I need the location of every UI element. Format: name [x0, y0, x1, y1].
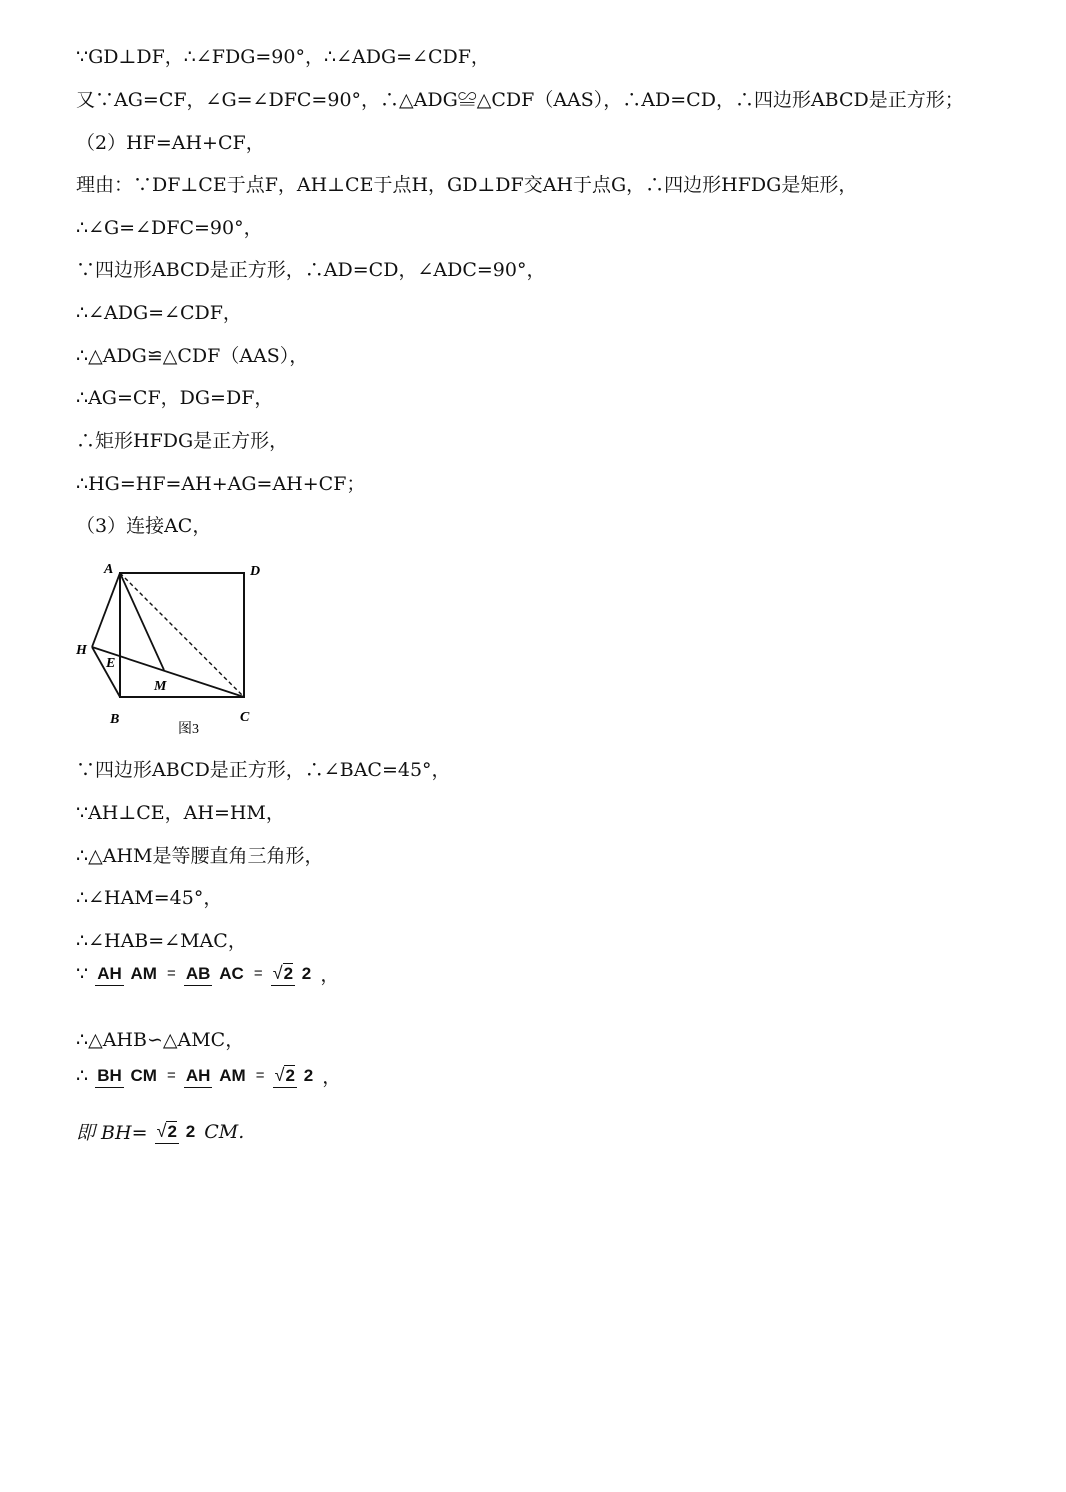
- label-d: D: [250, 564, 261, 579]
- text-line-18: ∴△AHB∽△AMC，: [76, 1029, 245, 1051]
- diagonal-ac: [120, 573, 244, 697]
- text-line-13: ∵四边形ABCD是正方形，∴∠BAC=45°，: [76, 759, 451, 781]
- ratio-equation-1: ∵ AH AM = AB AC = √2 2 ，: [76, 962, 340, 986]
- text-line-3: （2）HF=AH+CF，: [76, 132, 265, 154]
- final-equation: 即 BH= √2 2 CM.: [76, 1120, 245, 1144]
- text-line-1: ∵GD⊥DF，∴∠FDG=90°，∴∠ADG=∠CDF，: [76, 46, 490, 68]
- text-line-10: ∴矩形HFDG是正方形，: [76, 430, 289, 452]
- fraction-ab-ac: AB AC: [184, 964, 246, 984]
- label-a: A: [104, 562, 114, 577]
- fraction-sqrt2-over-2: √2 2: [271, 963, 314, 984]
- text-line-14: ∵AH⊥CE，AH=HM，: [76, 802, 285, 824]
- text-line-16: ∴∠HAM=45°，: [76, 887, 223, 909]
- because-symbol: ∵: [76, 962, 89, 985]
- geometry-figure: [70, 555, 280, 740]
- text-line-7: ∴∠ADG=∠CDF，: [76, 302, 242, 324]
- text-line-12: （3）连接AC，: [76, 515, 212, 537]
- fraction-ah-am-2: AH AM: [184, 1066, 248, 1086]
- therefore-symbol: ∴: [76, 1064, 89, 1087]
- fraction-sqrt2-over-2-b: √2 2: [273, 1065, 316, 1086]
- ratio-equation-2: ∴ BH CM = AH AM = √2 2 ，: [76, 1064, 342, 1088]
- fraction-bh-cm: BH CM: [95, 1066, 159, 1086]
- text-line-4: 理由：∵DF⊥CE于点F，AH⊥CE于点H，GD⊥DF交AH于点G，∴四边形HFDG是矩形，: [76, 174, 858, 196]
- segment-am: [120, 573, 164, 670]
- label-e: E: [106, 656, 116, 671]
- text-line-2: 又∵AG=CF，∠G=∠DFC=90°，∴△ADG≌△CDF（AAS），∴AD=CD，∴四边形ABCD是正方形；: [76, 89, 964, 111]
- text-line-8: ∴△ADG≌△CDF（AAS），: [76, 345, 309, 367]
- text-line-6: ∵四边形ABCD是正方形，∴AD=CD，∠ADC=90°，: [76, 259, 546, 281]
- figure-caption: 图3: [178, 722, 199, 737]
- segment-ha: [92, 573, 120, 647]
- fraction-sqrt2-over-2-final: √2 2: [155, 1121, 198, 1142]
- label-m: M: [154, 679, 167, 694]
- text-line-17: ∴∠HAB=∠MAC，: [76, 930, 247, 952]
- label-h: H: [76, 643, 87, 658]
- text-line-11: ∴HG=HF=AH+AG=AH+CF；: [76, 473, 366, 495]
- label-b: B: [110, 712, 120, 727]
- fraction-ah-am: AH AM: [95, 964, 159, 984]
- text-line-15: ∴△AHM是等腰直角三角形，: [76, 845, 324, 867]
- text-line-9: ∴AG=CF，DG=DF，: [76, 387, 274, 409]
- text-line-5: ∴∠G=∠DFC=90°，: [76, 217, 263, 239]
- label-c: C: [240, 710, 250, 725]
